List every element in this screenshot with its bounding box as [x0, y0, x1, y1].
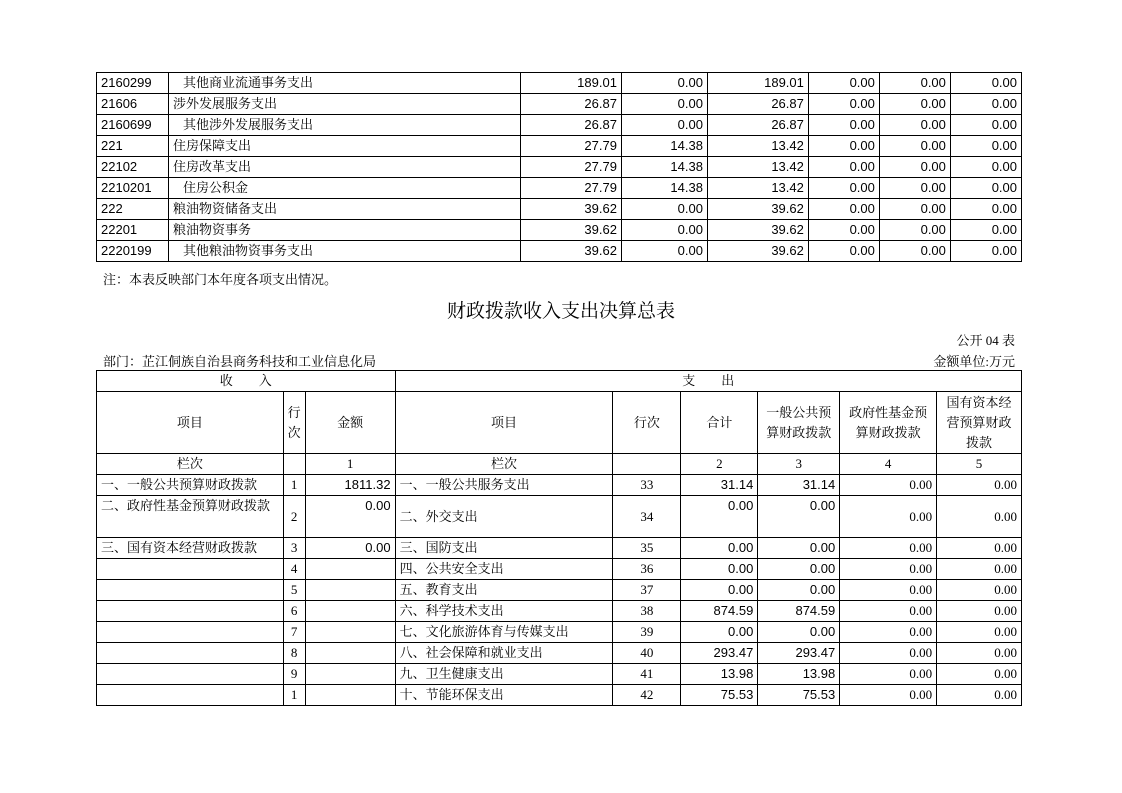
col-label-right: 栏次 — [395, 454, 613, 475]
income-item: 二、政府性基金预算财政拨款 — [97, 496, 284, 538]
income-amount — [305, 601, 395, 622]
expense-item: 三、国防支出 — [395, 538, 613, 559]
income-amount — [305, 559, 395, 580]
income-amount — [305, 643, 395, 664]
table-row — [97, 157, 1022, 178]
row-value: 39.62 — [707, 199, 808, 220]
income-item: 三、国有资本经营财政拨款 — [97, 538, 284, 559]
row-value: 14.38 — [621, 178, 707, 199]
income-line-no: 8 — [283, 643, 305, 664]
total-value: 874.59 — [681, 601, 758, 622]
header-row-sections — [97, 371, 1022, 392]
total-value: 0.00 — [681, 559, 758, 580]
row-name: 住房公积金 — [169, 178, 521, 199]
row-value: 0.00 — [808, 199, 879, 220]
table-row — [97, 559, 1022, 580]
expense-line-no: 36 — [613, 559, 681, 580]
state-capital-value: 0.00 — [937, 664, 1022, 685]
row-value: 0.00 — [879, 241, 950, 262]
total-value: 75.53 — [681, 685, 758, 706]
row-value: 14.38 — [621, 136, 707, 157]
income-line-no: 2 — [283, 496, 305, 538]
expense-line-no: 33 — [613, 475, 681, 496]
row-value: 0.00 — [808, 178, 879, 199]
row-value: 0.00 — [879, 115, 950, 136]
row-value: 39.62 — [521, 220, 622, 241]
expense-item-header: 项目 — [395, 392, 613, 454]
income-item — [97, 664, 284, 685]
row-value: 27.79 — [521, 178, 622, 199]
row-value: 13.42 — [707, 157, 808, 178]
row-value: 0.00 — [621, 199, 707, 220]
col-index-blank — [283, 454, 305, 475]
income-amount — [305, 664, 395, 685]
table-row — [97, 496, 1022, 538]
col-index-2: 2 — [681, 454, 758, 475]
state-capital-value: 0.00 — [937, 643, 1022, 664]
table-note: 注：本表反映部门本年度各项支出情况。 — [103, 272, 338, 287]
row-value: 39.62 — [707, 241, 808, 262]
row-value: 0.00 — [808, 220, 879, 241]
income-item — [97, 601, 284, 622]
fiscal-summary-table — [96, 370, 1022, 706]
state-capital-header: 国有资本经营预算财政拨款 — [937, 392, 1022, 454]
row-value: 0.00 — [950, 73, 1021, 94]
table-row — [97, 115, 1022, 136]
table-row — [97, 73, 1022, 94]
row-value: 0.00 — [621, 94, 707, 115]
col-index-1: 1 — [305, 454, 395, 475]
expense-header: 支 出 — [395, 371, 1021, 392]
state-capital-value: 0.00 — [937, 475, 1022, 496]
table-row — [97, 475, 1022, 496]
table-row — [97, 664, 1022, 685]
row-value: 0.00 — [879, 94, 950, 115]
row-value: 189.01 — [707, 73, 808, 94]
column-index-row — [97, 454, 1022, 475]
gov-fund-value: 0.00 — [840, 643, 937, 664]
general-budget-value: 0.00 — [758, 496, 840, 538]
col-index-blank — [613, 454, 681, 475]
table-row — [97, 178, 1022, 199]
row-code: 22201 — [97, 220, 169, 241]
row-name: 其他粮油物资事务支出 — [169, 241, 521, 262]
income-item-header: 项目 — [97, 392, 284, 454]
row-value: 0.00 — [621, 241, 707, 262]
row-value: 27.79 — [521, 136, 622, 157]
expense-line-no: 39 — [613, 622, 681, 643]
row-value: 0.00 — [621, 220, 707, 241]
income-line-no: 1 — [283, 475, 305, 496]
header-row-columns — [97, 392, 1022, 454]
col-index-4: 4 — [840, 454, 937, 475]
expense-line-no: 37 — [613, 580, 681, 601]
form-number: 公开 04 表 — [956, 333, 1015, 348]
row-code: 2160699 — [97, 115, 169, 136]
row-code: 2160299 — [97, 73, 169, 94]
income-amount-header: 金额 — [305, 392, 395, 454]
row-value: 0.00 — [950, 157, 1021, 178]
row-value: 189.01 — [521, 73, 622, 94]
expense-line-no: 38 — [613, 601, 681, 622]
expense-item: 八、社会保障和就业支出 — [395, 643, 613, 664]
row-name: 住房改革支出 — [169, 157, 521, 178]
row-value: 0.00 — [879, 199, 950, 220]
row-value: 26.87 — [707, 94, 808, 115]
gov-fund-value: 0.00 — [840, 664, 937, 685]
row-value: 27.79 — [521, 157, 622, 178]
general-budget-value: 13.98 — [758, 664, 840, 685]
gov-fund-value: 0.00 — [840, 538, 937, 559]
row-value: 0.00 — [879, 157, 950, 178]
income-amount — [305, 580, 395, 601]
table-row — [97, 580, 1022, 601]
expense-detail-table — [96, 72, 1022, 262]
table-row — [97, 136, 1022, 157]
table-row — [97, 601, 1022, 622]
total-value: 0.00 — [681, 538, 758, 559]
expense-line-no-header: 行次 — [613, 392, 681, 454]
row-value: 0.00 — [950, 94, 1021, 115]
income-item — [97, 643, 284, 664]
state-capital-value: 0.00 — [937, 601, 1022, 622]
income-line-no: 7 — [283, 622, 305, 643]
row-name: 其他涉外发展服务支出 — [169, 115, 521, 136]
general-budget-value: 874.59 — [758, 601, 840, 622]
row-name: 粮油物资事务 — [169, 220, 521, 241]
income-item — [97, 580, 284, 601]
table-row — [97, 685, 1022, 706]
table-row — [97, 199, 1022, 220]
expense-line-no: 35 — [613, 538, 681, 559]
row-code: 221 — [97, 136, 169, 157]
gov-fund-value: 0.00 — [840, 580, 937, 601]
row-value: 0.00 — [808, 136, 879, 157]
row-value: 39.62 — [521, 199, 622, 220]
row-value: 13.42 — [707, 178, 808, 199]
table-row — [97, 94, 1022, 115]
state-capital-value: 0.00 — [937, 685, 1022, 706]
row-value: 0.00 — [808, 115, 879, 136]
row-name: 其他商业流通事务支出 — [169, 73, 521, 94]
gov-fund-value: 0.00 — [840, 496, 937, 538]
gov-fund-header: 政府性基金预算财政拨款 — [840, 392, 937, 454]
expense-item: 六、科学技术支出 — [395, 601, 613, 622]
gov-fund-value: 0.00 — [840, 622, 937, 643]
general-budget-value: 293.47 — [758, 643, 840, 664]
income-amount: 0.00 — [305, 538, 395, 559]
row-value: 0.00 — [879, 220, 950, 241]
expense-line-no: 41 — [613, 664, 681, 685]
gov-fund-value: 0.00 — [840, 685, 937, 706]
row-value: 0.00 — [879, 73, 950, 94]
general-budget-header: 一般公共预算财政拨款 — [758, 392, 840, 454]
gov-fund-value: 0.00 — [840, 475, 937, 496]
income-line-no-header: 行次 — [283, 392, 305, 454]
row-value: 26.87 — [707, 115, 808, 136]
row-value: 0.00 — [879, 178, 950, 199]
general-budget-value: 31.14 — [758, 475, 840, 496]
expense-line-no: 40 — [613, 643, 681, 664]
total-value: 0.00 — [681, 496, 758, 538]
income-line-no: 4 — [283, 559, 305, 580]
col-index-5: 5 — [937, 454, 1022, 475]
income-item — [97, 622, 284, 643]
general-budget-value: 0.00 — [758, 580, 840, 601]
row-value: 0.00 — [621, 115, 707, 136]
col-label-left: 栏次 — [97, 454, 284, 475]
row-name: 住房保障支出 — [169, 136, 521, 157]
row-value: 0.00 — [621, 73, 707, 94]
expense-item: 十、节能环保支出 — [395, 685, 613, 706]
income-line-no: 5 — [283, 580, 305, 601]
row-code: 2220199 — [97, 241, 169, 262]
row-code: 222 — [97, 199, 169, 220]
expense-item: 九、卫生健康支出 — [395, 664, 613, 685]
income-amount: 0.00 — [305, 496, 395, 538]
general-budget-value: 75.53 — [758, 685, 840, 706]
table-row — [97, 220, 1022, 241]
expense-item: 二、外交支出 — [395, 496, 613, 538]
income-line-no: 3 — [283, 538, 305, 559]
row-value: 0.00 — [950, 178, 1021, 199]
general-budget-value: 0.00 — [758, 559, 840, 580]
row-value: 0.00 — [950, 241, 1021, 262]
general-budget-value: 0.00 — [758, 538, 840, 559]
expense-item: 四、公共安全支出 — [395, 559, 613, 580]
row-value: 0.00 — [950, 115, 1021, 136]
amount-unit-label: 金额单位:万元 — [933, 354, 1015, 369]
table-row — [97, 622, 1022, 643]
income-amount — [305, 685, 395, 706]
total-value: 0.00 — [681, 580, 758, 601]
col-index-3: 3 — [758, 454, 840, 475]
row-value: 26.87 — [521, 115, 622, 136]
row-value: 0.00 — [879, 136, 950, 157]
row-value: 26.87 — [521, 94, 622, 115]
state-capital-value: 0.00 — [937, 559, 1022, 580]
row-value: 0.00 — [950, 136, 1021, 157]
state-capital-value: 0.00 — [937, 580, 1022, 601]
expense-line-no: 42 — [613, 685, 681, 706]
department-label: 部门：芷江侗族自治县商务科技和工业信息化局 — [103, 354, 377, 369]
income-item — [97, 559, 284, 580]
row-value: 0.00 — [808, 241, 879, 262]
row-code: 21606 — [97, 94, 169, 115]
row-value: 14.38 — [621, 157, 707, 178]
income-line-no: 1 — [283, 685, 305, 706]
state-capital-value: 0.00 — [937, 496, 1022, 538]
gov-fund-value: 0.00 — [840, 601, 937, 622]
row-value: 0.00 — [808, 94, 879, 115]
state-capital-value: 0.00 — [937, 538, 1022, 559]
row-value: 0.00 — [808, 73, 879, 94]
row-value: 0.00 — [950, 220, 1021, 241]
page-title: 财政拨款收入支出决算总表 — [446, 301, 675, 322]
row-value: 13.42 — [707, 136, 808, 157]
income-line-no: 6 — [283, 601, 305, 622]
row-value: 39.62 — [521, 241, 622, 262]
row-code: 2210201 — [97, 178, 169, 199]
total-value: 13.98 — [681, 664, 758, 685]
total-value: 0.00 — [681, 622, 758, 643]
expense-item: 五、教育支出 — [395, 580, 613, 601]
income-line-no: 9 — [283, 664, 305, 685]
row-name: 涉外发展服务支出 — [169, 94, 521, 115]
income-item — [97, 685, 284, 706]
gov-fund-value: 0.00 — [840, 559, 937, 580]
expense-item: 一、一般公共服务支出 — [395, 475, 613, 496]
row-value: 0.00 — [808, 157, 879, 178]
state-capital-value: 0.00 — [937, 622, 1022, 643]
total-header: 合计 — [681, 392, 758, 454]
total-value: 293.47 — [681, 643, 758, 664]
total-value: 31.14 — [681, 475, 758, 496]
row-code: 22102 — [97, 157, 169, 178]
table-row — [97, 241, 1022, 262]
table-row — [97, 538, 1022, 559]
row-name: 粮油物资储备支出 — [169, 199, 521, 220]
general-budget-value: 0.00 — [758, 622, 840, 643]
table-row — [97, 643, 1022, 664]
expense-item: 七、文化旅游体育与传媒支出 — [395, 622, 613, 643]
row-value: 0.00 — [950, 199, 1021, 220]
expense-line-no: 34 — [613, 496, 681, 538]
income-amount: 1811.32 — [305, 475, 395, 496]
row-value: 39.62 — [707, 220, 808, 241]
income-item: 一、一般公共预算财政拨款 — [97, 475, 284, 496]
income-amount — [305, 622, 395, 643]
income-header: 收 入 — [97, 371, 396, 392]
